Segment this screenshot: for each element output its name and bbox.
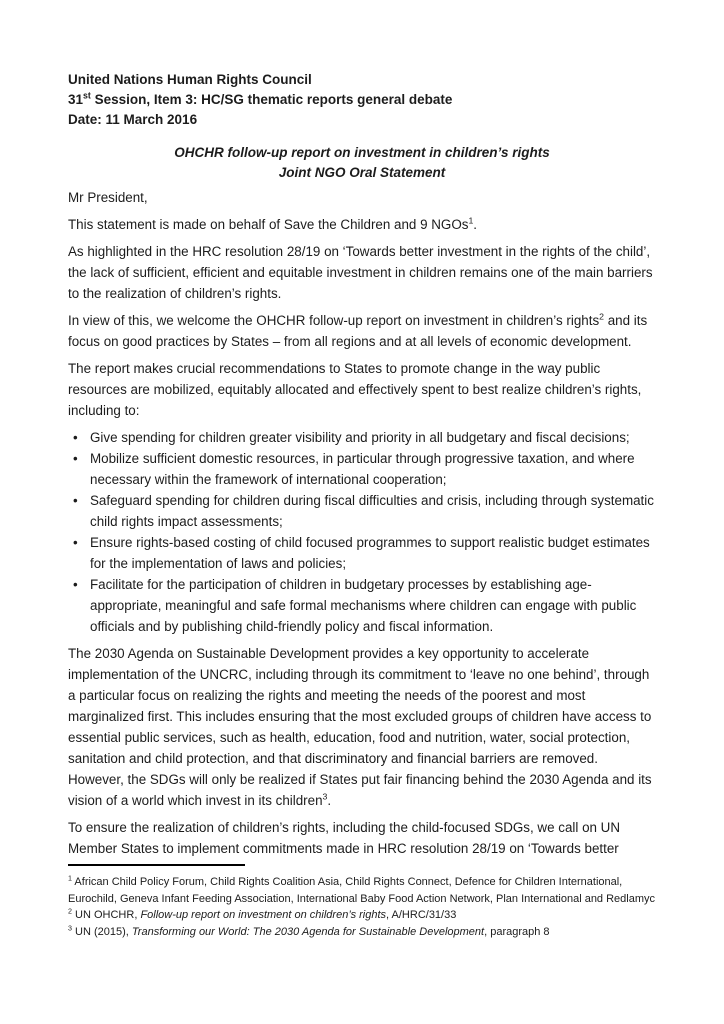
footnote-text-italic: Follow-up report on investment on children’s rights (140, 909, 387, 921)
header-date-line: Date: 11 March 2016 (68, 112, 198, 127)
doc-title-line2: Joint NGO Oral Statement (278, 165, 446, 180)
salutation: Mr President, (68, 190, 148, 205)
bullet-icon: • (73, 493, 78, 508)
footnote-text: African Child Policy Forum, Child Rights Coalition Asia, Child Rights Connect, Defence for Children International, Eurochild, Geneva Infant Feeding Association, International Baby Food Action Network, Plan International and Redlamyc (68, 876, 656, 905)
bullet-text: Mobilize sufficient domestic resources, in particular through progressive taxation, and where necessary within the framework of international cooperation; (90, 451, 635, 487)
paragraph-text: In view of this, we welcome the OHCHR follow-up report on investment in children’s rights (68, 313, 600, 328)
bullet-item (68, 448, 656, 490)
session-number: 31 (68, 92, 84, 107)
paragraph-text: The 2030 Agenda on Sustainable Development provides a key opportunity to accelerate implementation of the UNCRC, including through its commitment to ‘leave no one behind’, through a particular focus on realizing the rights and meeting the needs of the poorest and most marginalized first. This includes ensuring that the most excluded groups of children have access to essential public services, such as health, education, food and nutrition, water, social protection, sanitation and child protection, and that discriminatory and financial barriers are removed. However, the SDGs will only be realized if States put fair financing behind the 2030 Agenda and its vision of a world which invest in its children (68, 646, 652, 808)
footnote-1 (68, 874, 656, 907)
bullet-text: Give spending for children greater visibility and priority in all budgetary and fiscal decisions; (90, 430, 630, 445)
footnote-ref-2: 2 (599, 311, 604, 322)
session-text: Session, Item 3: HC/SG thematic reports general debate (90, 92, 453, 107)
footnote-2 (68, 907, 656, 924)
bullet-item (68, 574, 656, 637)
footnote-number: 3 (68, 923, 72, 932)
footnote-text: UN (2015), (71, 925, 132, 938)
paragraph-welcome-report (68, 310, 656, 352)
doc-header (68, 70, 656, 130)
bullet-text: Ensure rights-based costing of child focused programmes to support realistic budget estimates for the implementation of laws and policies; (90, 535, 650, 571)
bullet-icon: • (73, 577, 78, 592)
bullet-item (68, 427, 656, 448)
bullet-icon: • (73, 451, 78, 466)
bullet-icon: • (73, 430, 78, 445)
doc-title (68, 143, 656, 183)
paragraph-text: and its focus on good practices by States – from all regions and at all levels of economic development. (68, 313, 648, 349)
paragraph-hrc-resolution: As highlighted in the HRC resolution 28/19 on ‘Towards better investment in the rights of the child’, the lack of sufficient, efficient and equitable investment in children remains one of the main barriers to the realization of children’s rights. (68, 244, 653, 301)
session-ordinal-suffix: st (83, 90, 91, 101)
bullet-text: Facilitate for the participation of children in budgetary processes by establishing age-appropriate, meaningful and safe formal mechanisms where children can engage with public officials and by publishing child-friendly policy and fiscal information. (90, 577, 637, 634)
bullet-icon: • (73, 535, 78, 550)
footnote-ref-3: 3 (322, 791, 328, 802)
footnote-section (68, 864, 656, 940)
paragraph-recommendations-intro: The report makes crucial recommendations to States to promote change in the way public resources are mobilized, equitably allocated and effectively spent to best realize children’s rights, including to: (68, 361, 642, 418)
bullet-list (68, 427, 656, 637)
bullet-text: Safeguard spending for children during fiscal difficulties and crisis, including through systematic child rights impact assessments; (90, 493, 654, 529)
footnote-text: UN OHCHR, (71, 909, 141, 921)
paragraph-text: . (327, 793, 332, 808)
footnote-text-italic: Transforming our World: The 2030 Agenda for Sustainable Development (131, 925, 485, 938)
footnote-number: 2 (68, 907, 72, 916)
paragraph-text: This statement is made on behalf of Save the Children and 9 NGOs (68, 217, 469, 232)
paragraph-statement-behalf (68, 214, 656, 235)
bullet-item (68, 490, 656, 532)
bullet-item (68, 532, 656, 574)
paragraph-text: . (473, 217, 478, 232)
footnote-text: , paragraph 8 (484, 925, 550, 938)
footnote-number: 1 (68, 874, 72, 883)
footnote-3 (68, 924, 656, 941)
header-session-line (68, 90, 656, 110)
footnote-text: , A/HRC/31/33 (386, 909, 457, 921)
header-org-line: United Nations Human Rights Council (68, 72, 312, 87)
paragraph-2030-agenda (68, 643, 656, 811)
doc-title-line1: OHCHR follow-up report on investment in children’s rights (174, 145, 550, 160)
paragraph-call-on-states: To ensure the realization of children’s rights, including the child-focused SDGs, we call on UN Member States to implement commitments made in HRC resolution 28/19 on ‘Towards better (68, 820, 621, 856)
footnote-ref-1: 1 (468, 215, 474, 226)
footnote-separator (68, 864, 245, 866)
